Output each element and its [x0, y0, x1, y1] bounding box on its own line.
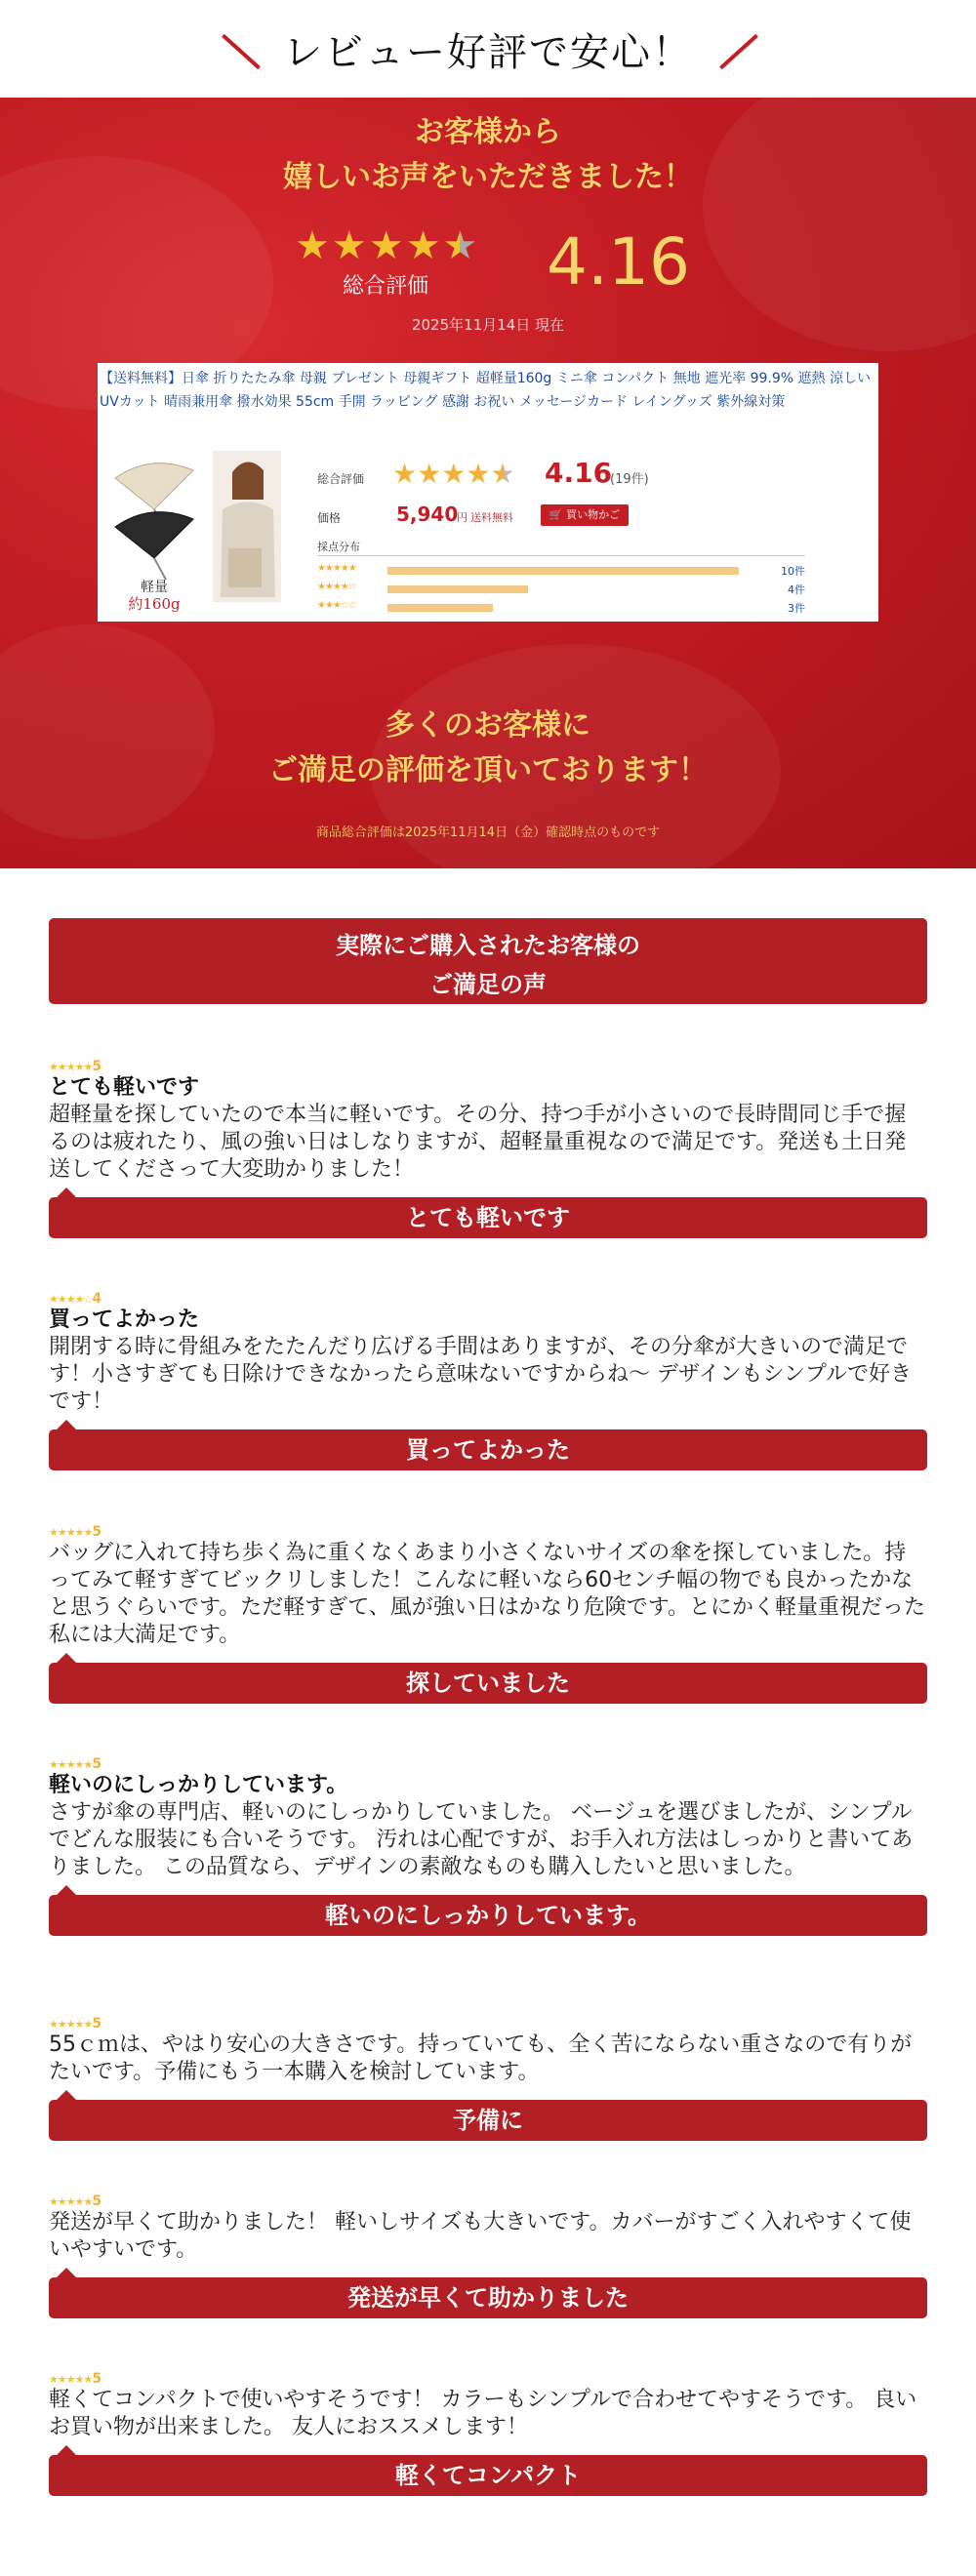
review-summary-banner — [0, 98, 976, 868]
review-stars: ★★★★★5 — [49, 1524, 102, 1540]
star-icon: ★ — [441, 458, 467, 490]
review-item — [49, 1524, 927, 1704]
review-stars: ★★★★★5 — [49, 2194, 102, 2209]
review-highlight-banner: 探していました — [49, 1663, 927, 1704]
review-body: 発送が早くて助かりました！ 軽いしサイズも大きいです。カバーがすごく入れやすくて使いやすいです。 — [49, 2210, 912, 2262]
review-stars: ★★★★★5 — [49, 2371, 102, 2387]
review-highlight-banner: 軽いのにしっかりしています。 — [49, 1895, 927, 1936]
review-item — [49, 2016, 927, 2141]
page-title: レビュー好評で安心！ — [283, 30, 693, 75]
review-highlight-banner: 発送が早くて助かりました — [49, 2277, 927, 2318]
review-highlight-banner: とても軽いです — [49, 1197, 927, 1238]
distribution-bar — [387, 604, 493, 612]
distribution-stars: ★★★★★ — [317, 563, 356, 574]
cart-icon: 🛒 — [549, 508, 563, 521]
review-highlight-banner: 軽くてコンパクト — [49, 2455, 927, 2496]
page-header — [0, 0, 976, 98]
card-score: 4.16 — [545, 457, 613, 489]
price-value: 5,940 — [396, 503, 459, 526]
price-label: 価格 — [317, 511, 342, 525]
review-body: 開閉する時に骨組みをたたんだり広げる手間はありますが、その分傘が大きいので満足です！小さすぎても日除けできなかったら意味ないですからね〜 デザインもシンプルで好きです！ — [49, 1335, 913, 1414]
review-body: さすが傘の専門店、軽いのにしっかりしていました。 ベージュを選びましたが、シンプルでどんな服装にも合いそうです。 汚れは心配ですが、お手入れ方法はしっかりと書いてありました。 この品質なら、デザインの素敵なものも購入したいと思いました。 — [49, 1800, 914, 1879]
review-item — [49, 1756, 927, 1936]
star-icon: ★ — [417, 458, 442, 490]
overall-label: 総合評価 — [342, 274, 428, 299]
distribution-count-link[interactable]: 10件 — [781, 565, 805, 578]
price-unit: 円 — [457, 511, 468, 524]
overall-score: 4.16 — [547, 224, 690, 300]
half-star-icon: ★ — [442, 223, 478, 268]
lead-line-2: ご満足の評価を頂いております！ — [268, 753, 708, 787]
review-count-link[interactable]: (19件) — [610, 472, 649, 487]
review-title: 買ってよかった — [49, 1308, 200, 1332]
star-icon: ★ — [405, 223, 441, 268]
rating-footnote: 商品総合評価は2025年11月14日（金）確認時点のものです — [315, 825, 661, 840]
free-shipping-label: 送料無料 — [470, 511, 513, 524]
intro-line-2: 嬉しいお声をいただきました！ — [283, 160, 693, 194]
distribution-row — [317, 600, 805, 616]
star-icon: ★ — [392, 458, 418, 490]
card-star-rating — [392, 459, 515, 490]
overall-star-rating — [295, 223, 478, 268]
star-icon: ★ — [466, 458, 491, 490]
distribution-row — [317, 582, 805, 597]
product-title-link[interactable]: 【送料無料】日傘 折りたたみ傘 母親 プレゼント 母親ギフト 超軽量160g ミニ傘 コンパクト 無地 遮光率 99.9% 遮熱 涼しい UVカット 晴雨兼用傘 撥水効果 55cm 手開 ラッピング 感謝 お祝い メッセージカード レイングッズ 紫外線対策 — [100, 371, 871, 410]
distribution-stars: ★★★★☆ — [317, 582, 356, 592]
distribution-bar — [387, 567, 739, 575]
distribution-bar — [387, 585, 528, 593]
distribution-stars: ★★★☆☆ — [317, 600, 356, 611]
review-item — [49, 1059, 927, 1238]
distribution-label: 採点分布 — [317, 541, 360, 553]
review-stars: ★★★★★5 — [49, 1059, 102, 1074]
card-rating-label: 総合評価 — [317, 472, 365, 486]
add-to-cart-button[interactable]: 🛒 買い物かご — [541, 504, 629, 526]
review-highlight-banner: 予備に — [49, 2100, 927, 2141]
star-icon: ★ — [295, 223, 330, 268]
review-item — [49, 1291, 927, 1470]
distribution-count-link[interactable]: 4件 — [788, 584, 805, 596]
intro-line-1: お客様から — [415, 115, 561, 149]
weight-badge: 軽量 約160g — [128, 580, 181, 613]
star-icon: ★ — [331, 223, 367, 268]
review-item — [49, 2371, 927, 2496]
customer-voices-heading: 実際にご購入されたお客様の ご満足の声 — [49, 918, 927, 1004]
review-stars: ★★★★★5 — [49, 2016, 102, 2032]
lead-line-1: 多くのお客様に — [386, 708, 590, 743]
product-rating-card — [98, 363, 878, 622]
review-body: 超軽量を探していたので本当に軽いです。その分、持つ手が小さいので長時間同じ手で握るのは疲れたり、風の強い日はしなりますが、超軽量重視なので満足です。発送も土日発送してくださって大変助かりました！ — [49, 1103, 907, 1182]
half-star-icon: ★ — [490, 458, 515, 490]
star-icon: ★ — [368, 223, 404, 268]
review-item — [49, 2194, 927, 2318]
review-title: とても軽いです — [49, 1075, 200, 1100]
review-body: バッグに入れて持ち歩く為に重くなくあまり小さくないサイズの傘を探していました。持ってみて軽すぎてビックリしました！こんなに軽いなら60センチ幅の物でも良かったかなと思うぐらいです。ただ軽すぎて、風が強い日はかなり危険です。とにかく軽量重視だった私には大満足です。 — [49, 1541, 926, 1647]
review-highlight-banner: 買ってよかった — [49, 1429, 927, 1470]
review-stars: ★★★★☆4 — [49, 1291, 102, 1307]
review-title: 軽いのにしっかりしています。 — [49, 1773, 348, 1797]
review-stars: ★★★★★5 — [49, 1756, 102, 1772]
review-body: 55ｃｍは、やはり安心の大きさです。持っていても、全く苦にならない重さなので有りがたいです。予備にもう一本購入を検討しています。 — [49, 2033, 913, 2084]
review-body: 軽くてコンパクトで使いやすそうです！ カラーもシンプルで合わせてやすそうです。 良いお買い物が出来ました。 友人におススメします！ — [49, 2388, 917, 2439]
divider — [317, 555, 805, 556]
distribution-count-link[interactable]: 3件 — [788, 602, 805, 615]
distribution-row — [317, 563, 805, 579]
rating-date: 2025年11月14日 現在 — [411, 316, 565, 334]
